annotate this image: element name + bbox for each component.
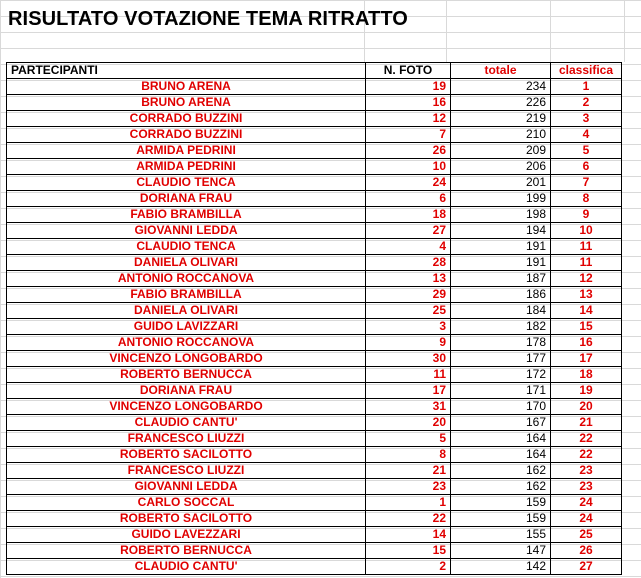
table-row: [7, 191, 622, 207]
total-cell[interactable]: 206: [451, 159, 551, 175]
participant-name-cell[interactable]: DORIANA FRAU: [7, 191, 366, 207]
photo-number-cell[interactable]: 25: [366, 303, 451, 319]
table-header-row: [7, 63, 622, 79]
total-cell[interactable]: 178: [451, 335, 551, 351]
total-cell[interactable]: 219: [451, 111, 551, 127]
total-cell[interactable]: 164: [451, 431, 551, 447]
total-cell[interactable]: 187: [451, 271, 551, 287]
table-row: [7, 303, 622, 319]
table-row: [7, 527, 622, 543]
total-cell[interactable]: 159: [451, 495, 551, 511]
ranking-cell[interactable]: 5: [551, 143, 622, 159]
photo-number-cell[interactable]: 10: [366, 159, 451, 175]
ranking-cell[interactable]: 17: [551, 351, 622, 367]
ranking-cell[interactable]: 2: [551, 95, 622, 111]
total-cell[interactable]: 172: [451, 367, 551, 383]
ranking-cell[interactable]: 16: [551, 335, 622, 351]
ranking-cell[interactable]: 3: [551, 111, 622, 127]
photo-number-cell[interactable]: 3: [366, 319, 451, 335]
photo-number-cell[interactable]: 16: [366, 95, 451, 111]
ranking-cell[interactable]: 21: [551, 415, 622, 431]
participant-name-cell[interactable]: CORRADO BUZZINI: [7, 111, 366, 127]
total-cell[interactable]: 147: [451, 543, 551, 559]
total-cell[interactable]: 184: [451, 303, 551, 319]
header-ranking[interactable]: classifica: [551, 63, 622, 79]
total-cell[interactable]: 198: [451, 207, 551, 223]
participant-name-cell[interactable]: GUIDO LAVIZZARI: [7, 319, 366, 335]
table-row: [7, 511, 622, 527]
table-row: [7, 95, 622, 111]
ranking-cell[interactable]: 9: [551, 207, 622, 223]
participant-name-cell[interactable]: ROBERTO SACILOTTO: [7, 511, 366, 527]
photo-number-cell[interactable]: 18: [366, 207, 451, 223]
photo-number-cell[interactable]: 31: [366, 399, 451, 415]
participant-name-cell[interactable]: CARLO SOCCAL: [7, 495, 366, 511]
table-row: [7, 543, 622, 559]
table-row: [7, 143, 622, 159]
total-cell[interactable]: 234: [451, 79, 551, 95]
photo-number-cell[interactable]: 4: [366, 239, 451, 255]
participant-name-cell[interactable]: GIOVANNI LEDDA: [7, 223, 366, 239]
total-cell[interactable]: 191: [451, 239, 551, 255]
total-cell[interactable]: 159: [451, 511, 551, 527]
participant-name-cell[interactable]: GUIDO LAVEZZARI: [7, 527, 366, 543]
photo-number-cell[interactable]: 21: [366, 463, 451, 479]
participant-name-cell[interactable]: ARMIDA PEDRINI: [7, 159, 366, 175]
ranking-cell[interactable]: 1: [551, 79, 622, 95]
photo-number-cell[interactable]: 9: [366, 335, 451, 351]
total-cell[interactable]: 177: [451, 351, 551, 367]
table-row: [7, 383, 622, 399]
table-row: [7, 127, 622, 143]
table-row: [7, 495, 622, 511]
participant-name-cell[interactable]: DORIANA FRAU: [7, 383, 366, 399]
photo-number-cell[interactable]: 19: [366, 79, 451, 95]
photo-number-cell[interactable]: 20: [366, 415, 451, 431]
photo-number-cell[interactable]: 29: [366, 287, 451, 303]
total-cell[interactable]: 186: [451, 287, 551, 303]
photo-number-cell[interactable]: 23: [366, 479, 451, 495]
participant-name-cell[interactable]: CORRADO BUZZINI: [7, 127, 366, 143]
table-row: [7, 319, 622, 335]
total-cell[interactable]: 191: [451, 255, 551, 271]
participant-name-cell[interactable]: CLAUDIO TENCA: [7, 239, 366, 255]
photo-number-cell[interactable]: 12: [366, 111, 451, 127]
table-row: [7, 223, 622, 239]
total-cell[interactable]: 167: [451, 415, 551, 431]
total-cell[interactable]: 210: [451, 127, 551, 143]
table-row: [7, 415, 622, 431]
participant-name-cell[interactable]: BRUNO ARENA: [7, 79, 366, 95]
photo-number-cell[interactable]: 26: [366, 143, 451, 159]
participant-name-cell[interactable]: DANIELA OLIVARI: [7, 303, 366, 319]
participant-name-cell[interactable]: VINCENZO LONGOBARDO: [7, 351, 366, 367]
ranking-cell[interactable]: 24: [551, 511, 622, 527]
total-cell[interactable]: 162: [451, 463, 551, 479]
ranking-cell[interactable]: 8: [551, 191, 622, 207]
participant-name-cell[interactable]: ANTONIO ROCCANOVA: [7, 271, 366, 287]
ranking-cell[interactable]: 26: [551, 543, 622, 559]
header-total[interactable]: totale: [451, 63, 551, 79]
photo-number-cell[interactable]: 6: [366, 191, 451, 207]
grid-column-line: [446, 0, 447, 62]
ranking-cell[interactable]: 22: [551, 447, 622, 463]
participant-name-cell[interactable]: ROBERTO SACILOTTO: [7, 447, 366, 463]
ranking-cell[interactable]: 15: [551, 319, 622, 335]
total-cell[interactable]: 201: [451, 175, 551, 191]
ranking-cell[interactable]: 24: [551, 495, 622, 511]
ranking-cell[interactable]: 7: [551, 175, 622, 191]
ranking-cell[interactable]: 14: [551, 303, 622, 319]
participant-name-cell[interactable]: CLAUDIO CANTU': [7, 559, 366, 575]
photo-number-cell[interactable]: 2: [366, 559, 451, 575]
total-cell[interactable]: 182: [451, 319, 551, 335]
ranking-cell[interactable]: 22: [551, 431, 622, 447]
table-row: [7, 207, 622, 223]
ranking-cell[interactable]: 4: [551, 127, 622, 143]
participant-name-cell[interactable]: FABIO BRAMBILLA: [7, 207, 366, 223]
participant-name-cell[interactable]: VINCENZO LONGOBARDO: [7, 399, 366, 415]
ranking-cell[interactable]: 6: [551, 159, 622, 175]
table-body: [7, 79, 622, 575]
grid-column-line: [624, 0, 625, 62]
total-cell[interactable]: 142: [451, 559, 551, 575]
table-row: [7, 159, 622, 175]
participant-name-cell[interactable]: DANIELA OLIVARI: [7, 255, 366, 271]
ranking-cell[interactable]: 10: [551, 223, 622, 239]
participant-name-cell[interactable]: FRANCESCO LIUZZI: [7, 431, 366, 447]
ranking-cell[interactable]: 23: [551, 479, 622, 495]
table-row: [7, 255, 622, 271]
photo-number-cell[interactable]: 27: [366, 223, 451, 239]
table-row: [7, 559, 622, 575]
participant-name-cell[interactable]: CLAUDIO CANTU': [7, 415, 366, 431]
photo-number-cell[interactable]: 15: [366, 543, 451, 559]
table-row: [7, 175, 622, 191]
participant-name-cell[interactable]: ARMIDA PEDRINI: [7, 143, 366, 159]
photo-number-cell[interactable]: 13: [366, 271, 451, 287]
photo-number-cell[interactable]: 24: [366, 175, 451, 191]
photo-number-cell[interactable]: 11: [366, 367, 451, 383]
table-row: [7, 479, 622, 495]
ranking-cell[interactable]: 20: [551, 399, 622, 415]
table-row: [7, 367, 622, 383]
total-cell[interactable]: 170: [451, 399, 551, 415]
ranking-cell[interactable]: 11: [551, 239, 622, 255]
table-row: [7, 399, 622, 415]
total-cell[interactable]: 164: [451, 447, 551, 463]
participant-name-cell[interactable]: GIOVANNI LEDDA: [7, 479, 366, 495]
participant-name-cell[interactable]: BRUNO ARENA: [7, 95, 366, 111]
header-photo-number[interactable]: N. FOTO: [366, 63, 451, 79]
participant-name-cell[interactable]: ROBERTO BERNUCCA: [7, 543, 366, 559]
ranking-cell[interactable]: 25: [551, 527, 622, 543]
total-cell[interactable]: 209: [451, 143, 551, 159]
participant-name-cell[interactable]: ANTONIO ROCCANOVA: [7, 335, 366, 351]
table-row: [7, 463, 622, 479]
photo-number-cell[interactable]: 7: [366, 127, 451, 143]
total-cell[interactable]: 171: [451, 383, 551, 399]
photo-number-cell[interactable]: 22: [366, 511, 451, 527]
total-cell[interactable]: 199: [451, 191, 551, 207]
header-participants[interactable]: PARTECIPANTI: [7, 63, 366, 79]
table-row: [7, 335, 622, 351]
table-row: [7, 351, 622, 367]
participant-name-cell[interactable]: FRANCESCO LIUZZI: [7, 463, 366, 479]
table-row: [7, 271, 622, 287]
photo-number-cell[interactable]: 28: [366, 255, 451, 271]
total-cell[interactable]: 155: [451, 527, 551, 543]
photo-number-cell[interactable]: 14: [366, 527, 451, 543]
ranking-cell[interactable]: 11: [551, 255, 622, 271]
results-table: [6, 62, 622, 575]
participant-name-cell[interactable]: FABIO BRAMBILLA: [7, 287, 366, 303]
total-cell[interactable]: 194: [451, 223, 551, 239]
total-cell[interactable]: 162: [451, 479, 551, 495]
participant-name-cell[interactable]: ROBERTO BERNUCCA: [7, 367, 366, 383]
table-row: [7, 431, 622, 447]
ranking-cell[interactable]: 13: [551, 287, 622, 303]
photo-number-cell[interactable]: 1: [366, 495, 451, 511]
photo-number-cell[interactable]: 8: [366, 447, 451, 463]
photo-number-cell[interactable]: 30: [366, 351, 451, 367]
ranking-cell[interactable]: 19: [551, 383, 622, 399]
sheet-title: RISULTATO VOTAZIONE TEMA RITRATTO: [8, 8, 408, 30]
table-row: [7, 111, 622, 127]
participant-name-cell[interactable]: CLAUDIO TENCA: [7, 175, 366, 191]
table-row: [7, 239, 622, 255]
grid-column-line: [550, 0, 551, 62]
ranking-cell[interactable]: 12: [551, 271, 622, 287]
table-row: [7, 79, 622, 95]
total-cell[interactable]: 226: [451, 95, 551, 111]
ranking-cell[interactable]: 23: [551, 463, 622, 479]
ranking-cell[interactable]: 27: [551, 559, 622, 575]
photo-number-cell[interactable]: 17: [366, 383, 451, 399]
table-row: [7, 287, 622, 303]
table-row: [7, 447, 622, 463]
photo-number-cell[interactable]: 5: [366, 431, 451, 447]
ranking-cell[interactable]: 18: [551, 367, 622, 383]
